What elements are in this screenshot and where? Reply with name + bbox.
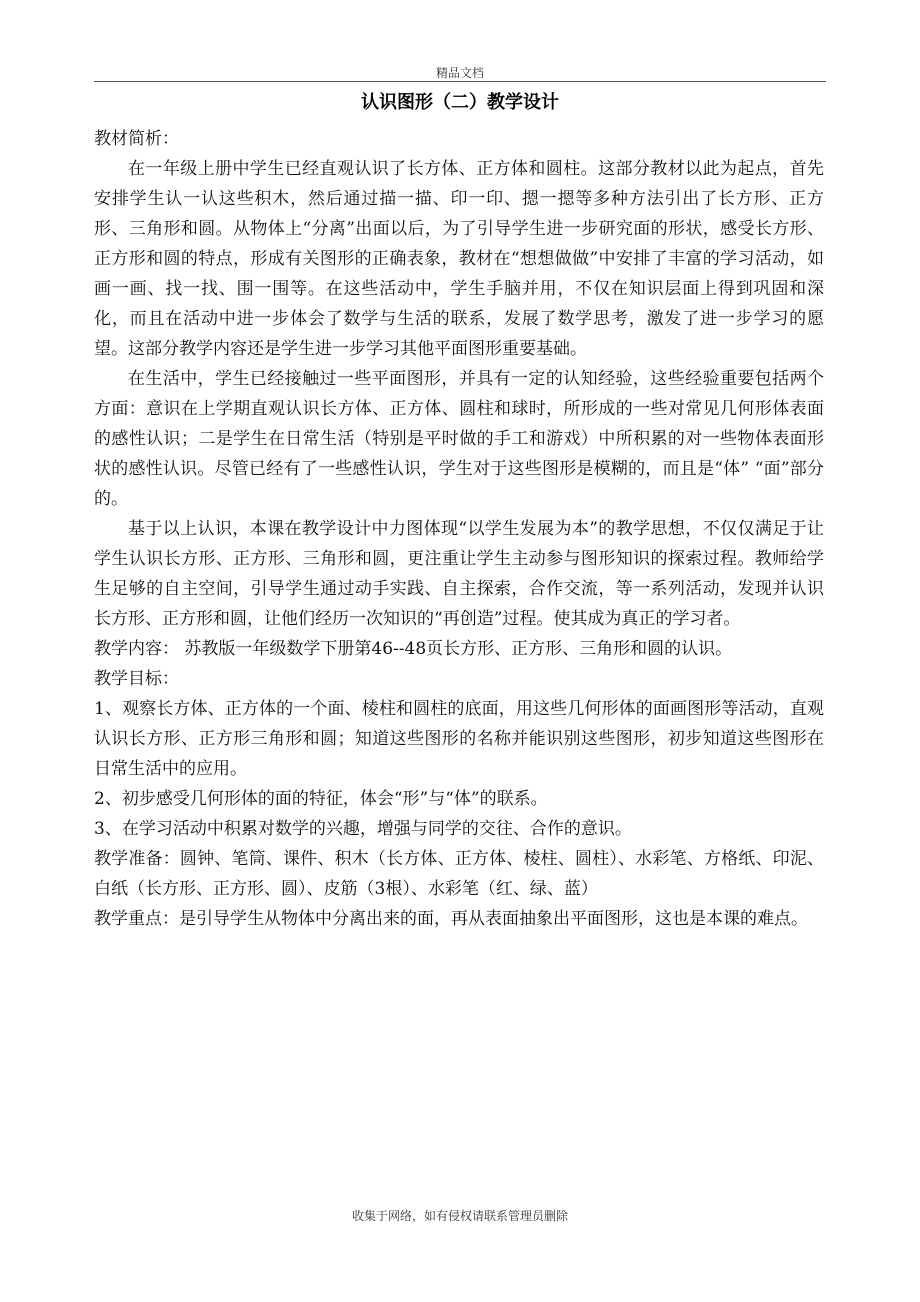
section-heading-material-analysis: 教材简析： [94, 129, 179, 149]
teaching-preparation: 教学准备：圆钟、笔筒、课件、积木（长方体、正方体、棱柱、圆柱）、水彩笔、方格纸、印泥、白纸（长方形、正方形、圆）、皮筋（3根）、水彩笔（红、绿、蓝） [94, 849, 824, 899]
document-title: 认识图形（二）教学设计 [361, 92, 559, 113]
document-body [94, 124, 824, 934]
teaching-content: 教学内容： 苏教版一年级数学下册第46--48页长方形、正方形、三角形和圆的认识。 [94, 639, 733, 659]
paragraph-student-experience: 在生活中，学生已经接触过一些平面图形，并具有一定的认知经验，这些经验重要包括两个方面：意识在上学期直观认识长方体、正方体、圆柱和球时，所形成的一些对常见几何形体表面的感性认识；二是学生在日常生活（特别是平时做的手工和游戏）中所积累的对一些物体表面形状的感性认识。尽管已经有了一些感性认识，学生对于这些图形是模糊的，而且是“体” “面”部分的。 [94, 369, 824, 509]
section-heading-teaching-goals: 教学目标： [94, 669, 179, 689]
teaching-goal-item: 2、初步感受几何形体的面的特征，体会“形”与“体”的联系。 [94, 789, 548, 809]
teaching-key-point: 教学重点：是引导学生从物体中分离出来的面，再从表面抽象出平面图形，这也是本课的难点。 [94, 909, 808, 929]
teaching-goal-item: 3、在学习活动中积累对数学的兴趣，增强与同学的交往、合作的意识。 [94, 819, 632, 839]
teaching-goal-item: 1、观察长方体、正方体的一个面、棱柱和圆柱的底面，用这些几何形体的面画图形等活动，直观认识长方形、正方形三角形和圆；知道这些图形的名称并能识别这些图形，初步知道这些图形在日常生活中的应用。 [94, 699, 824, 779]
header-divider [94, 81, 826, 82]
paragraph-design-philosophy: 基于以上认识，本课在教学设计中力图体现“以学生发展为本”的教学思想，不仅仅满足于让学生认识长方形、正方形、三角形和圆，更注重让学生主动参与图形知识的探索过程。教师给学生足够的自主空间，引导学生通过动手实践、自主探索，合作交流，等一系列活动，发现并认识长方形、正方形和圆，让他们经历一次知识的“再创造”过程。使其成为真正的学习者。 [94, 519, 824, 629]
page-footer: 收集于网络，如有侵权请联系管理员删除 [351, 1209, 568, 1223]
page-header: 精品文档 [435, 66, 484, 80]
paragraph-material-analysis: 在一年级上册中学生已经直观认识了长方体、正方体和圆柱。这部分教材以此为起点，首先安排学生认一认这些积木，然后通过描一描、印一印、摁一摁等多种方法引出了长方形、正方形、三角形和圆。从物体上“分离”出面以后，为了引导学生进一步研究面的形状，感受长方形、正方形和圆的特点，形成有关图形的正确表象，教材在“想想做做”中安排了丰富的学习活动，如画一画、找一找、围一围等。在这些活动中，学生手脑并用，不仅在知识层面上得到巩固和深化，而且在活动中进一步体会了数学与生活的联系，发展了数学思考，激发了进一步学习的愿望。这部分教学内容还是学生进一步学习其他平面图形重要基础。 [94, 159, 824, 359]
